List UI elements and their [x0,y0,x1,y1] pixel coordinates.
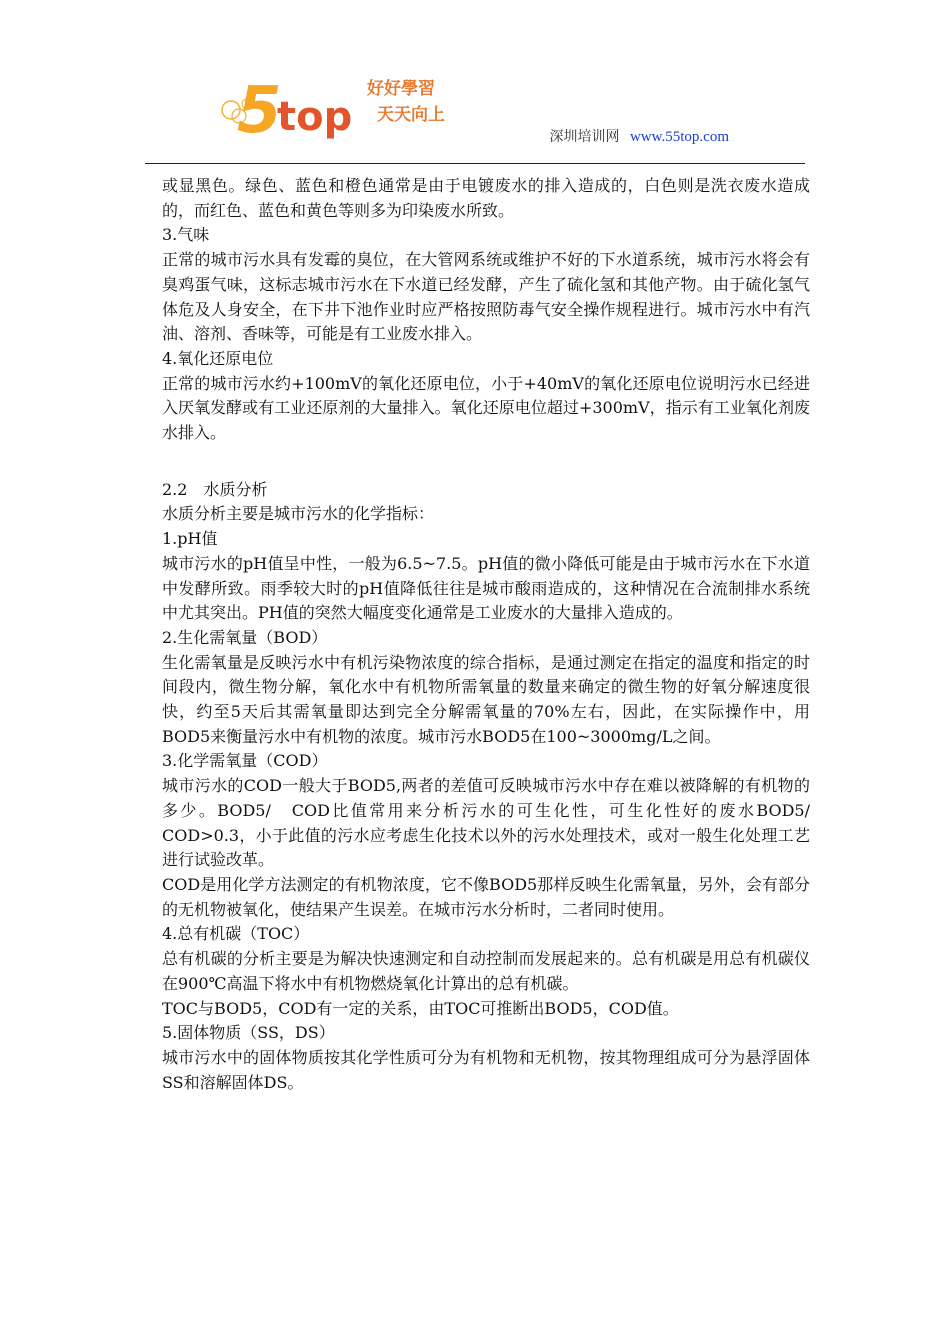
logo-numeral: 5 [237,74,282,144]
paragraph: 总有机碳的分析主要是为解决快速测定和自动控制而发展起来的。总有机碳是用总有机碳仪在900℃高温下将水中有机物燃烧氧化计算出的总有机碳。 [162,949,810,993]
site-url-link[interactable]: www.55top.com [629,129,729,145]
section-heading: 3.化学需氧量（COD） [162,751,328,771]
55top-logo [217,64,447,144]
paragraph: 或显黑色。绿色、蓝色和橙色通常是由于电镀废水的排入造成的，白色则是洗衣废水造成的，而红色、蓝色和黄色等则多为印染废水所致。 [162,176,810,220]
site-caption [550,126,729,146]
paragraph: 城市污水中的固体物质按其化学性质可分为有机物和无机物，按其物理组成可分为悬浮固体SS和溶解固体DS。 [162,1047,810,1092]
logo-slogan-line1: 好好學習 [367,79,435,99]
paragraph: 城市污水的pH值呈中性，一般为6.5~7.5。pH值的微小降低可能是由于城市污水在下水道中发酵所致。雨季较大时的pH值降低往往是城市酸雨造成的，这种情况在合流制排水系统中尤其突出。PH值的突然大幅度变化通常是工业废水的大量排入造成的。 [162,553,810,623]
paragraph: 水质分析主要是城市污水的化学指标： [162,504,435,524]
paragraph-gap [162,446,810,478]
paragraph: 正常的城市污水具有发霉的臭位，在大管网系统或维护不好的下水道系统，城市污水将会有臭鸡蛋气味，这标志城市污水在下水道已经发酵，产生了硫化氢和其他产物。由于硫化氢气体危及人身安全，在下井下池作业时应严格按照防毒气安全操作规程进行。城市污水中有汽油、溶剂、香味等，可能是有工业废水排入。 [162,250,810,344]
paragraph: 城市污水的COD一般大于BOD5,两者的差值可反映城市污水中存在难以被降解的有机物的多少。BOD5/ COD比值常用来分析污水的可生化性，可生化性好的废水BOD5/ COD>0.3，小于此值的污水应考虑生化技术以外的污水处理技术，或对一般生化处理工艺进行试验改革。 [162,776,827,870]
paragraph: 正常的城市污水约+100mV的氧化还原电位，小于+40mV的氧化还原电位说明污水已经进入厌氧发酵或有工业还原剂的大量排入。氧化还原电位超过+300mV，指示有工业氧化剂废水排入。 [162,373,810,443]
paragraph: COD是用化学方法测定的有机物浓度，它不像BOD5那样反映生化需氧量，另外，会有部分的无机物被氧化，使结果产生误差。在城市污水分析时，二者同时使用。 [162,874,810,919]
logo-wordmark: top [277,94,353,140]
header-divider [145,163,805,164]
document-body [162,174,827,1095]
site-name: 深圳培训网 [549,129,620,145]
section-heading: 3.气味 [162,225,210,245]
paragraph: TOC与BOD5，COD有一定的关系，由TOC可推断出BOD5，COD值。 [162,998,679,1018]
section-heading: 4.氧化还原电位 [162,348,274,368]
page-header [145,60,805,165]
section-heading: 2.生化需氧量（BOD） [162,627,328,647]
section-heading: 5.固体物质（SS，DS） [162,1023,335,1043]
logo-slogan-line2: 天天向上 [377,105,445,125]
section-heading: 4.总有机碳（TOC） [162,924,310,944]
section-heading: 1.pH值 [162,529,218,549]
section-title: 2.2 水质分析 [162,479,268,499]
paragraph: 生化需氧量是反映污水中有机污染物浓度的综合指标，是通过测定在指定的温度和指定的时间段内，微生物分解，氧化水中有机物所需氧量的数量来确定的微生物的好氧分解速度很快，约至5天后其需氧量即达到完全分解需氧量的70%左右，因此，在实际操作中，用BOD5来衡量污水中有机物的浓度。城市污水BOD5在100~3000mg/L之间。 [162,652,810,746]
